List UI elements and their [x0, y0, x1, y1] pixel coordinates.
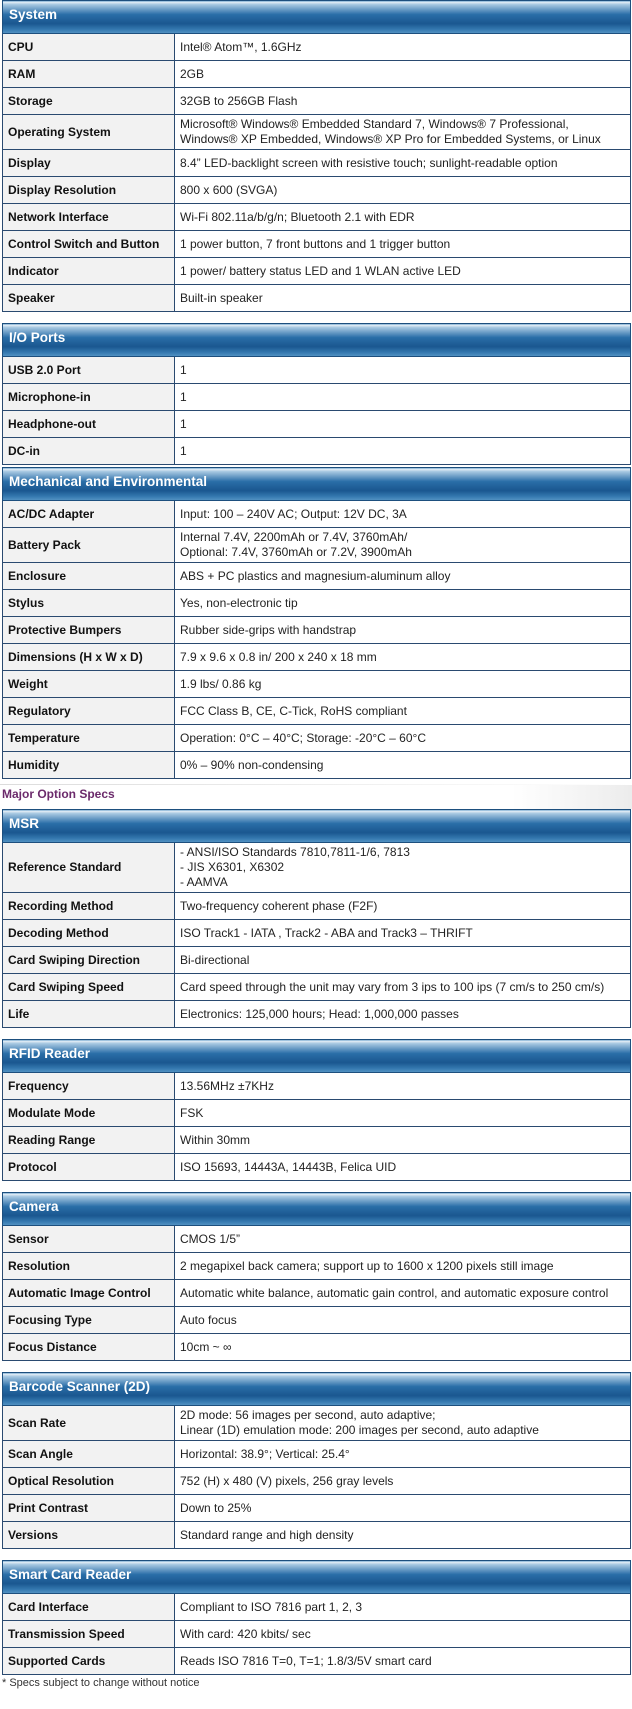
spec-value: [175, 1226, 631, 1253]
spec-value-line: 1: [180, 389, 187, 404]
spec-label: Card Swiping Direction: [3, 947, 175, 974]
spec-label: Print Contrast: [3, 1495, 175, 1522]
spec-value: [175, 1468, 631, 1495]
spec-value-line: 800 x 600 (SVGA): [180, 182, 278, 197]
spec-value-line: 752 (H) x 480 (V) pixels, 256 gray levels: [180, 1473, 394, 1488]
spec-value-line: ISO Track1 - IATA , Track2 - ABA and Track3 – THRIFT: [180, 925, 473, 940]
spec-row: [3, 920, 631, 947]
spec-row: [3, 1468, 631, 1495]
spec-row: [3, 947, 631, 974]
spec-label: Display Resolution: [3, 177, 175, 204]
spec-value-line: 32GB to 256GB Flash: [180, 93, 298, 108]
spec-value-line: 0% – 90% non-condensing: [180, 757, 324, 772]
spec-label: Automatic Image Control: [3, 1280, 175, 1307]
spec-value-line: 1 power button, 7 front buttons and 1 trigger button: [180, 236, 451, 251]
spec-value: [175, 1154, 631, 1181]
spec-label: Battery Pack: [3, 528, 175, 563]
spec-label: Regulatory: [3, 698, 175, 725]
spec-value-line: Rubber side-grips with handstrap: [180, 622, 357, 637]
section-header: [3, 324, 631, 357]
spec-value: [175, 617, 631, 644]
spec-value-line: Operation: 0°C – 40°C; Storage: -20°C – 60°C: [180, 730, 426, 745]
spec-value: [175, 1307, 631, 1334]
spec-value: [175, 231, 631, 258]
spec-value-line: Linear (1D) emulation mode: 200 images per second, auto adaptive: [180, 1423, 539, 1437]
spec-table-rfid-reader: [2, 1039, 631, 1181]
spec-label: Network Interface: [3, 204, 175, 231]
spec-row: [3, 1001, 631, 1028]
spec-value-line: Card speed through the unit may vary from 3 ips to 100 ips (7 cm/s to 250 cm/s): [180, 979, 605, 994]
spec-value: [175, 644, 631, 671]
spec-row: [3, 411, 631, 438]
spec-value-line: Microsoft® Windows® Embedded Standard 7, Windows® 7 Professional,: [180, 117, 569, 131]
spec-label: Weight: [3, 671, 175, 698]
spec-label: Card Interface: [3, 1594, 175, 1621]
spec-row: [3, 590, 631, 617]
spec-value-line: 1.9 lbs/ 0.86 kg: [180, 676, 262, 691]
spec-value: [175, 357, 631, 384]
section-title: System: [3, 1, 631, 34]
section-header: [3, 1193, 631, 1226]
spec-label: RAM: [3, 61, 175, 88]
spec-label: Scan Angle: [3, 1441, 175, 1468]
spec-value-line: Reads ISO 7816 T=0, T=1; 1.8/3/5V smart card: [180, 1653, 432, 1668]
spec-row: [3, 1522, 631, 1549]
spec-value-line: Built-in speaker: [180, 290, 263, 305]
spec-row: [3, 1127, 631, 1154]
section-title: Smart Card Reader: [3, 1561, 631, 1594]
spec-value: [175, 204, 631, 231]
spec-row: [3, 1334, 631, 1361]
spec-value: [175, 1522, 631, 1549]
section-title: MSR: [3, 810, 631, 843]
spec-value: [175, 1253, 631, 1280]
spec-label: Recording Method: [3, 893, 175, 920]
spec-row: [3, 528, 631, 563]
spec-label: Dimensions (H x W x D): [3, 644, 175, 671]
spec-row: [3, 893, 631, 920]
spec-value: [175, 1441, 631, 1468]
spec-table-msr: [2, 809, 631, 1028]
section-title: RFID Reader: [3, 1040, 631, 1073]
spec-value-line: ISO 15693, 14443A, 14443B, Felica UID: [180, 1159, 397, 1174]
spec-label: Transmission Speed: [3, 1621, 175, 1648]
spec-value-line: 13.56MHz ±7KHz: [180, 1078, 274, 1093]
spec-value-line: CMOS 1/5”: [180, 1231, 241, 1246]
spec-value-line: Bi-directional: [180, 952, 250, 967]
spec-value: [175, 88, 631, 115]
spec-table-i-o-ports: [2, 323, 631, 465]
section-gap: [0, 1028, 632, 1039]
spec-value-line: Wi-Fi 802.11a/b/g/n; Bluetooth 2.1 with EDR: [180, 209, 415, 224]
spec-label: Speaker: [3, 285, 175, 312]
spec-label: Humidity: [3, 752, 175, 779]
spec-value: [175, 1334, 631, 1361]
spec-value-line: 2 megapixel back camera; support up to 1600 x 1200 pixels still image: [180, 1258, 554, 1273]
spec-row: [3, 1495, 631, 1522]
spec-row: [3, 258, 631, 285]
spec-value: [175, 947, 631, 974]
spec-value: [175, 1001, 631, 1028]
spec-value-line: Auto focus: [180, 1312, 237, 1327]
spec-value: [175, 411, 631, 438]
spec-label: Modulate Mode: [3, 1100, 175, 1127]
major-option-header: [0, 779, 632, 809]
section-header: [3, 810, 631, 843]
spec-value-line: 10cm ~ ∞: [180, 1339, 232, 1354]
spec-value: [175, 698, 631, 725]
spec-value: [175, 384, 631, 411]
spec-value: [175, 115, 631, 150]
spec-row: [3, 1073, 631, 1100]
spec-value: [175, 1280, 631, 1307]
spec-value: [175, 671, 631, 698]
spec-value-line: 7.9 x 9.6 x 0.8 in/ 200 x 240 x 18 mm: [180, 649, 377, 664]
spec-label: Sensor: [3, 1226, 175, 1253]
spec-row: [3, 177, 631, 204]
section-title: Barcode Scanner (2D): [3, 1373, 631, 1406]
spec-value-line: Down to 25%: [180, 1500, 252, 1515]
spec-label: Headphone-out: [3, 411, 175, 438]
spec-value-line: ABS + PC plastics and magnesium-aluminum alloy: [180, 568, 451, 583]
spec-value-line: 8.4” LED-backlight screen with resistive touch; sunlight-readable option: [180, 155, 558, 170]
spec-value: [175, 34, 631, 61]
spec-value-line: Windows® XP Embedded, Windows® XP Pro for Embedded Systems, or Linux: [180, 132, 601, 146]
spec-row: [3, 698, 631, 725]
spec-row: [3, 843, 631, 893]
spec-value-line: - ANSI/ISO Standards 7810,7811-1/6, 7813: [180, 845, 410, 859]
spec-value: [175, 285, 631, 312]
option-specs: [0, 809, 632, 1675]
spec-value: [175, 528, 631, 563]
spec-value: [175, 752, 631, 779]
spec-row: [3, 115, 631, 150]
section-gap: [0, 1549, 632, 1560]
spec-value: [175, 1495, 631, 1522]
section-gap: [0, 312, 632, 323]
spec-label: Focusing Type: [3, 1307, 175, 1334]
spec-value: [175, 1648, 631, 1675]
spec-value: [175, 150, 631, 177]
spec-label: Life: [3, 1001, 175, 1028]
spec-value: [175, 1594, 631, 1621]
section-gap: [0, 1361, 632, 1372]
spec-value-line: With card: 420 kbits/ sec: [180, 1626, 311, 1641]
spec-row: [3, 1280, 631, 1307]
spec-value-line: 1 power/ battery status LED and 1 WLAN active LED: [180, 263, 461, 278]
spec-label: Reading Range: [3, 1127, 175, 1154]
spec-row: [3, 1441, 631, 1468]
spec-label: Frequency: [3, 1073, 175, 1100]
spec-value-line: Electronics: 125,000 hours; Head: 1,000,000 passes: [180, 1006, 459, 1021]
spec-value: [175, 590, 631, 617]
spec-row: [3, 61, 631, 88]
spec-value-line: - AAMVA: [180, 875, 228, 889]
spec-value: [175, 920, 631, 947]
spec-label: Microphone-in: [3, 384, 175, 411]
spec-row: [3, 1648, 631, 1675]
spec-label: Temperature: [3, 725, 175, 752]
spec-value: [175, 61, 631, 88]
spec-value-line: 2D mode: 56 images per second, auto adaptive;: [180, 1408, 436, 1422]
spec-label: Control Switch and Button: [3, 231, 175, 258]
spec-value-line: 1: [180, 362, 187, 377]
spec-row: [3, 671, 631, 698]
spec-label: Indicator: [3, 258, 175, 285]
spec-value: [175, 563, 631, 590]
spec-value: [175, 1100, 631, 1127]
footnote: * Specs subject to change without notice: [2, 1677, 200, 1689]
spec-value-line: Intel® Atom™, 1.6GHz: [180, 39, 302, 54]
spec-row: [3, 725, 631, 752]
spec-row: [3, 563, 631, 590]
spec-row: [3, 1226, 631, 1253]
spec-label: DC-in: [3, 438, 175, 465]
spec-row: [3, 285, 631, 312]
spec-label: Protocol: [3, 1154, 175, 1181]
spec-row: [3, 438, 631, 465]
spec-label: Stylus: [3, 590, 175, 617]
spec-value-line: Two-frequency coherent phase (F2F): [180, 898, 378, 913]
spec-table-camera: [2, 1192, 631, 1361]
spec-row: [3, 1594, 631, 1621]
spec-value-line: 2GB: [180, 66, 205, 81]
spec-row: [3, 644, 631, 671]
spec-row: [3, 150, 631, 177]
spec-value: [175, 258, 631, 285]
spec-value-line: Input: 100 – 240V AC; Output: 12V DC, 3A: [180, 506, 407, 521]
spec-value: [175, 501, 631, 528]
spec-value-line: Within 30mm: [180, 1132, 251, 1147]
section-header: [3, 1040, 631, 1073]
spec-value-line: Optional: 7.4V, 3760mAh or 7.2V, 3900mAh: [180, 545, 412, 559]
section-header: [3, 1373, 631, 1406]
spec-row: [3, 1621, 631, 1648]
spec-label: Versions: [3, 1522, 175, 1549]
section-gap: [0, 1181, 632, 1192]
spec-value-line: Compliant to ISO 7816 part 1, 2, 3: [180, 1599, 363, 1614]
spec-row: [3, 1253, 631, 1280]
spec-label: Decoding Method: [3, 920, 175, 947]
spec-row: [3, 752, 631, 779]
spec-value: [175, 438, 631, 465]
spec-label: Enclosure: [3, 563, 175, 590]
spec-value: [175, 893, 631, 920]
spec-row: [3, 1406, 631, 1441]
major-option-title: Major Option Specs: [2, 787, 115, 801]
spec-label: Resolution: [3, 1253, 175, 1280]
spec-label: Operating System: [3, 115, 175, 150]
spec-value: [175, 1127, 631, 1154]
section-title: I/O Ports: [3, 324, 631, 357]
spec-value-line: 1: [180, 416, 187, 431]
header-shade: [512, 785, 632, 809]
spec-row: [3, 357, 631, 384]
section-header: [3, 468, 631, 501]
spec-label: Card Swiping Speed: [3, 974, 175, 1001]
spec-label: Protective Bumpers: [3, 617, 175, 644]
spec-table-smart-card-reader: [2, 1560, 631, 1675]
spec-row: [3, 384, 631, 411]
spec-label: Storage: [3, 88, 175, 115]
spec-label: Supported Cards: [3, 1648, 175, 1675]
spec-value: [175, 1406, 631, 1441]
spec-label: Optical Resolution: [3, 1468, 175, 1495]
spec-value: [175, 843, 631, 893]
spec-label: USB 2.0 Port: [3, 357, 175, 384]
spec-value-line: Standard range and high density: [180, 1527, 354, 1542]
spec-row: [3, 1307, 631, 1334]
spec-row: [3, 88, 631, 115]
spec-value: [175, 725, 631, 752]
spec-row: [3, 617, 631, 644]
spec-value-line: - JIS X6301, X6302: [180, 860, 285, 874]
spec-row: [3, 34, 631, 61]
spec-value: [175, 177, 631, 204]
spec-row: [3, 1100, 631, 1127]
spec-value-line: FCC Class B, CE, C-Tick, RoHS compliant: [180, 703, 407, 718]
spec-value: [175, 974, 631, 1001]
spec-value-line: Yes, non-electronic tip: [180, 595, 298, 610]
spec-row: [3, 501, 631, 528]
spec-label: Display: [3, 150, 175, 177]
section-title: Mechanical and Environmental: [3, 468, 631, 501]
primary-specs: [0, 0, 632, 779]
spec-row: [3, 231, 631, 258]
spec-label: AC/DC Adapter: [3, 501, 175, 528]
spec-row: [3, 204, 631, 231]
section-title: Camera: [3, 1193, 631, 1226]
spec-row: [3, 1154, 631, 1181]
spec-label: Scan Rate: [3, 1406, 175, 1441]
spec-label: Focus Distance: [3, 1334, 175, 1361]
spec-value-line: FSK: [180, 1105, 204, 1120]
spec-value-line: Automatic white balance, automatic gain control, and automatic exposure control: [180, 1285, 609, 1300]
spec-label: CPU: [3, 34, 175, 61]
spec-table-barcode-scanner-2d: [2, 1372, 631, 1549]
section-header: [3, 1561, 631, 1594]
spec-row: [3, 974, 631, 1001]
spec-value-line: Internal 7.4V, 2200mAh or 7.4V, 3760mAh/: [180, 530, 408, 544]
spec-table-mechanical-and-environmental: [2, 467, 631, 779]
spec-value-line: 1: [180, 443, 187, 458]
spec-table-system: [2, 0, 631, 312]
spec-value: [175, 1621, 631, 1648]
section-header: [3, 1, 631, 34]
spec-label: Reference Standard: [3, 843, 175, 893]
spec-value-line: Horizontal: 38.9°; Vertical: 25.4°: [180, 1446, 350, 1461]
spec-value: [175, 1073, 631, 1100]
